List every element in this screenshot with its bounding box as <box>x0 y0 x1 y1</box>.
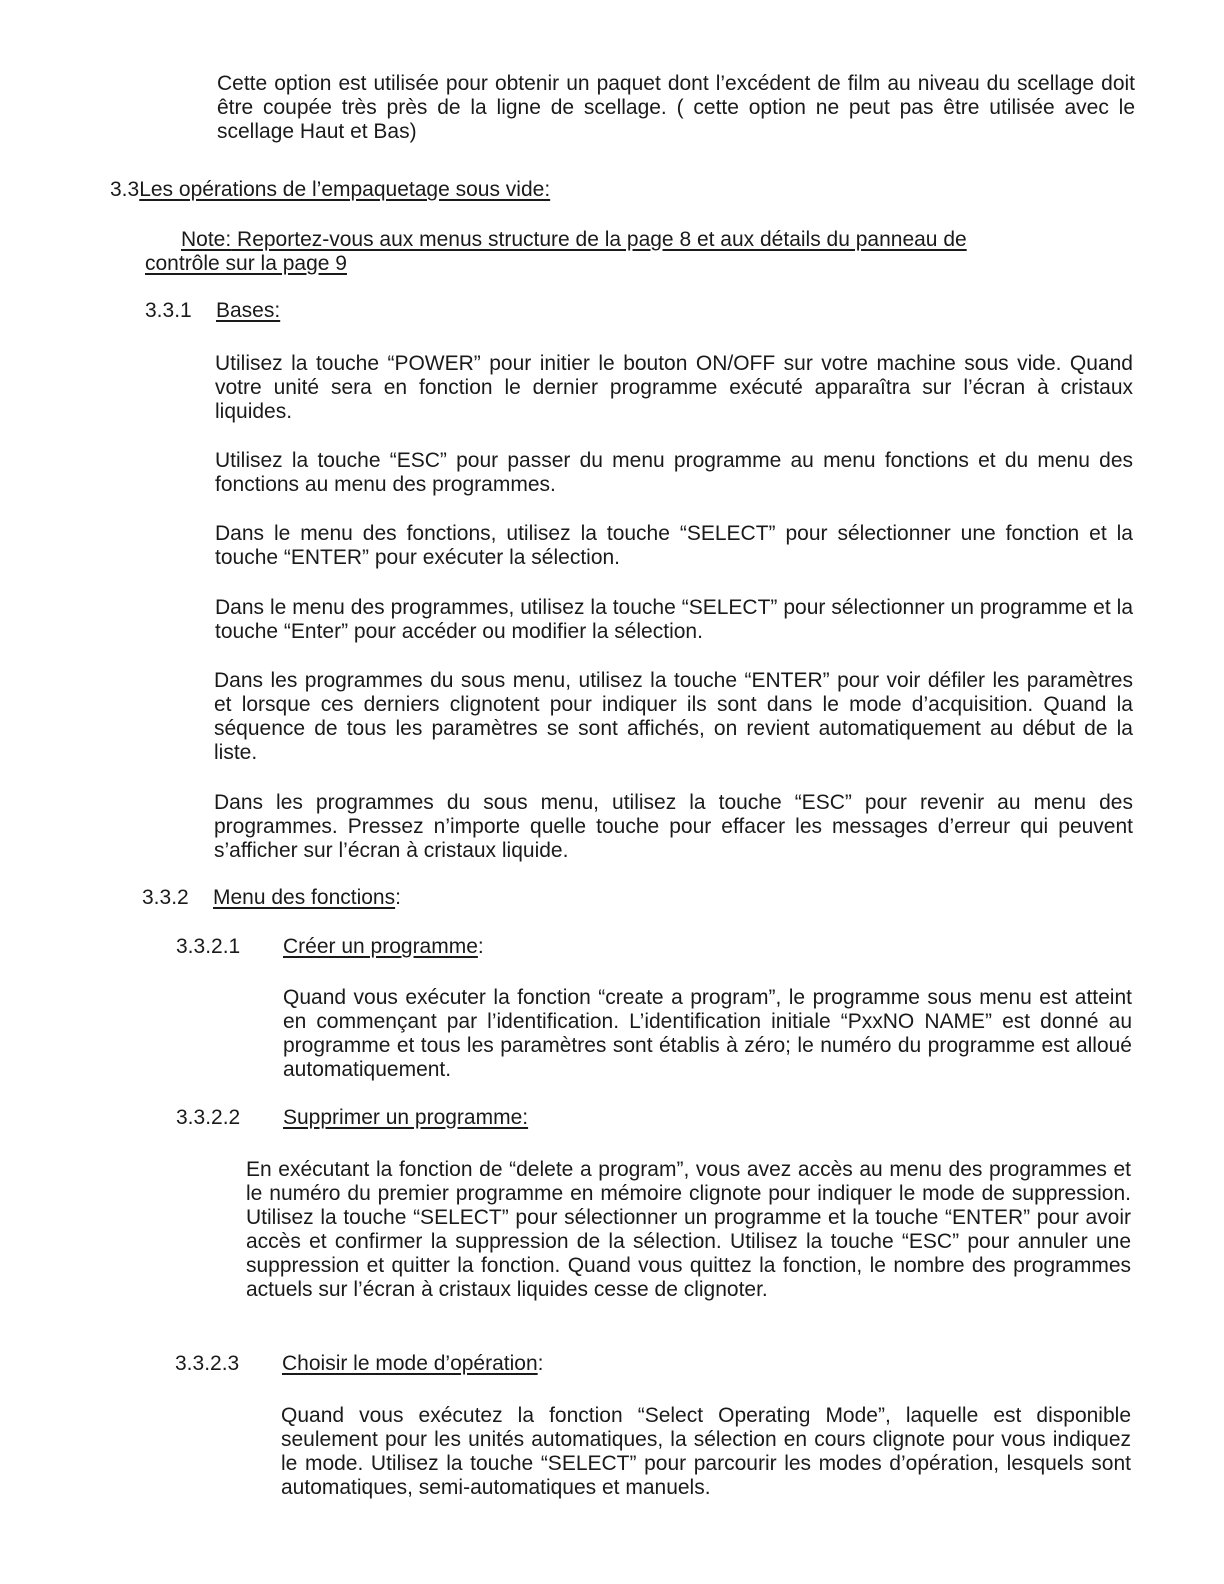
delete-program-paragraph: En exécutant la fonction de “delete a program”, vous avez accès au menu des programmes et le numéro du premier programme en mémoire clignote pour indiquer le mode de suppression. Utilisez la touche “SELECT” pour sélectionner un programme et la touche “ENTER” pour avoir accès et confirmer la suppression de la sélection. Utilisez la touche “ESC” pour annuler une suppression et quitter la fonction. Quand vous quittez la fonction, le nombre des programmes actuels sur l’écran à cristaux liquides cesse de clignoter. <box>246 1158 1131 1301</box>
section-title: Choisir le mode d’opération <box>282 1352 538 1375</box>
bases-paragraph-power: Utilisez la touche “POWER” pour initier le bouton ON/OFF sur votre machine sous vide. Quand votre unité sera en fonction le dernier programme exécuté apparaîtra sur l’écran à cristaux liquides. <box>215 352 1133 423</box>
note-text-line2: contrôle sur la page 9 <box>145 252 347 275</box>
section-number: 3.3.2 <box>142 886 189 909</box>
section-3-3-2-heading <box>142 886 401 910</box>
note-text-line1: Reportez-vous aux menus structure de la page 8 et aux détails du panneau de <box>231 228 967 251</box>
section-number: 3.3.1 <box>145 299 192 322</box>
operating-mode-paragraph: Quand vous exécutez la fonction “Select Operating Mode”, laquelle est disponible seulement pour les unités automatiques, la sélection en cours clignote pour vous indiquez le mode. Utilisez la touche “SELECT” pour parcourir les modes d’opération, lesquels sont automatiques, semi-automatiques et manuels. <box>281 1404 1131 1499</box>
section-number: 3.3.2.3 <box>175 1352 240 1375</box>
create-program-paragraph: Quand vous exécuter la fonction “create a program”, le programme sous menu est atteint en commençant par l’identification. L’identification initiale “PxxNO NAME” est donné au programme et tous les paramètres sont établis à zéro; le numéro du programme est alloué automatiquement. <box>283 986 1132 1081</box>
section-3-3-2-1-heading <box>176 935 484 959</box>
bases-paragraph-select-function: Dans le menu des fonctions, utilisez la touche “SELECT” pour sélectionner une fonction et la touche “ENTER” pour exécuter la sélection. <box>215 522 1133 569</box>
section-title-suffix: : <box>537 1352 544 1375</box>
section-title: Les opérations de l’empaquetage sous vide: <box>139 178 551 201</box>
note-label: Note: <box>181 228 232 251</box>
section-title: Menu des fonctions <box>213 886 396 909</box>
bases-paragraph-esc: Utilisez la touche “ESC” pour passer du menu programme au menu fonctions et du menu des fonctions au menu des programmes. <box>215 449 1133 496</box>
section-number: 3.3.2.1 <box>176 935 241 958</box>
bases-paragraph-select-program: Dans le menu des programmes, utilisez la touche “SELECT” pour sélectionner un programme et la touche “Enter” pour accéder ou modifier la sélection. <box>215 596 1133 643</box>
section-title: Supprimer un programme: <box>283 1106 529 1129</box>
section-title: Créer un programme <box>283 935 478 958</box>
bases-paragraph-enter-parameters: Dans les programmes du sous menu, utilisez la touche “ENTER” pour voir défiler les paramètres et lorsque ces derniers clignotent pour indiquer ils sont dans le mode d’acquisition. Quand la séquence de tous les paramètres se sont affichés, on revient automatiquement au début de la liste. <box>214 669 1133 764</box>
section-number: 3.3 <box>110 178 140 201</box>
intro-paragraph: Cette option est utilisée pour obtenir un paquet dont l’excédent de film au niveau du scellage doit être coupée très près de la ligne de scellage. ( cette option ne peut pas être utilisée avec le scellage Haut et Bas) <box>217 72 1135 143</box>
section-number: 3.3.2.2 <box>176 1106 241 1129</box>
section-title: Bases: <box>216 299 281 322</box>
section-3-3-2-2-heading <box>176 1106 528 1130</box>
section-title-suffix: : <box>395 886 401 909</box>
bases-paragraph-esc-return: Dans les programmes du sous menu, utilisez la touche “ESC” pour revenir au menu des programmes. Pressez n’importe quelle touche pour effacer les messages d’erreur qui peuvent s’afficher sur l’écran à cristaux liquide. <box>214 791 1133 862</box>
section-title-suffix: : <box>477 935 484 958</box>
section-3-3-1-heading <box>145 299 280 323</box>
note <box>145 228 1070 276</box>
section-3-3-heading <box>110 178 550 202</box>
section-3-3-2-3-heading <box>175 1352 543 1376</box>
